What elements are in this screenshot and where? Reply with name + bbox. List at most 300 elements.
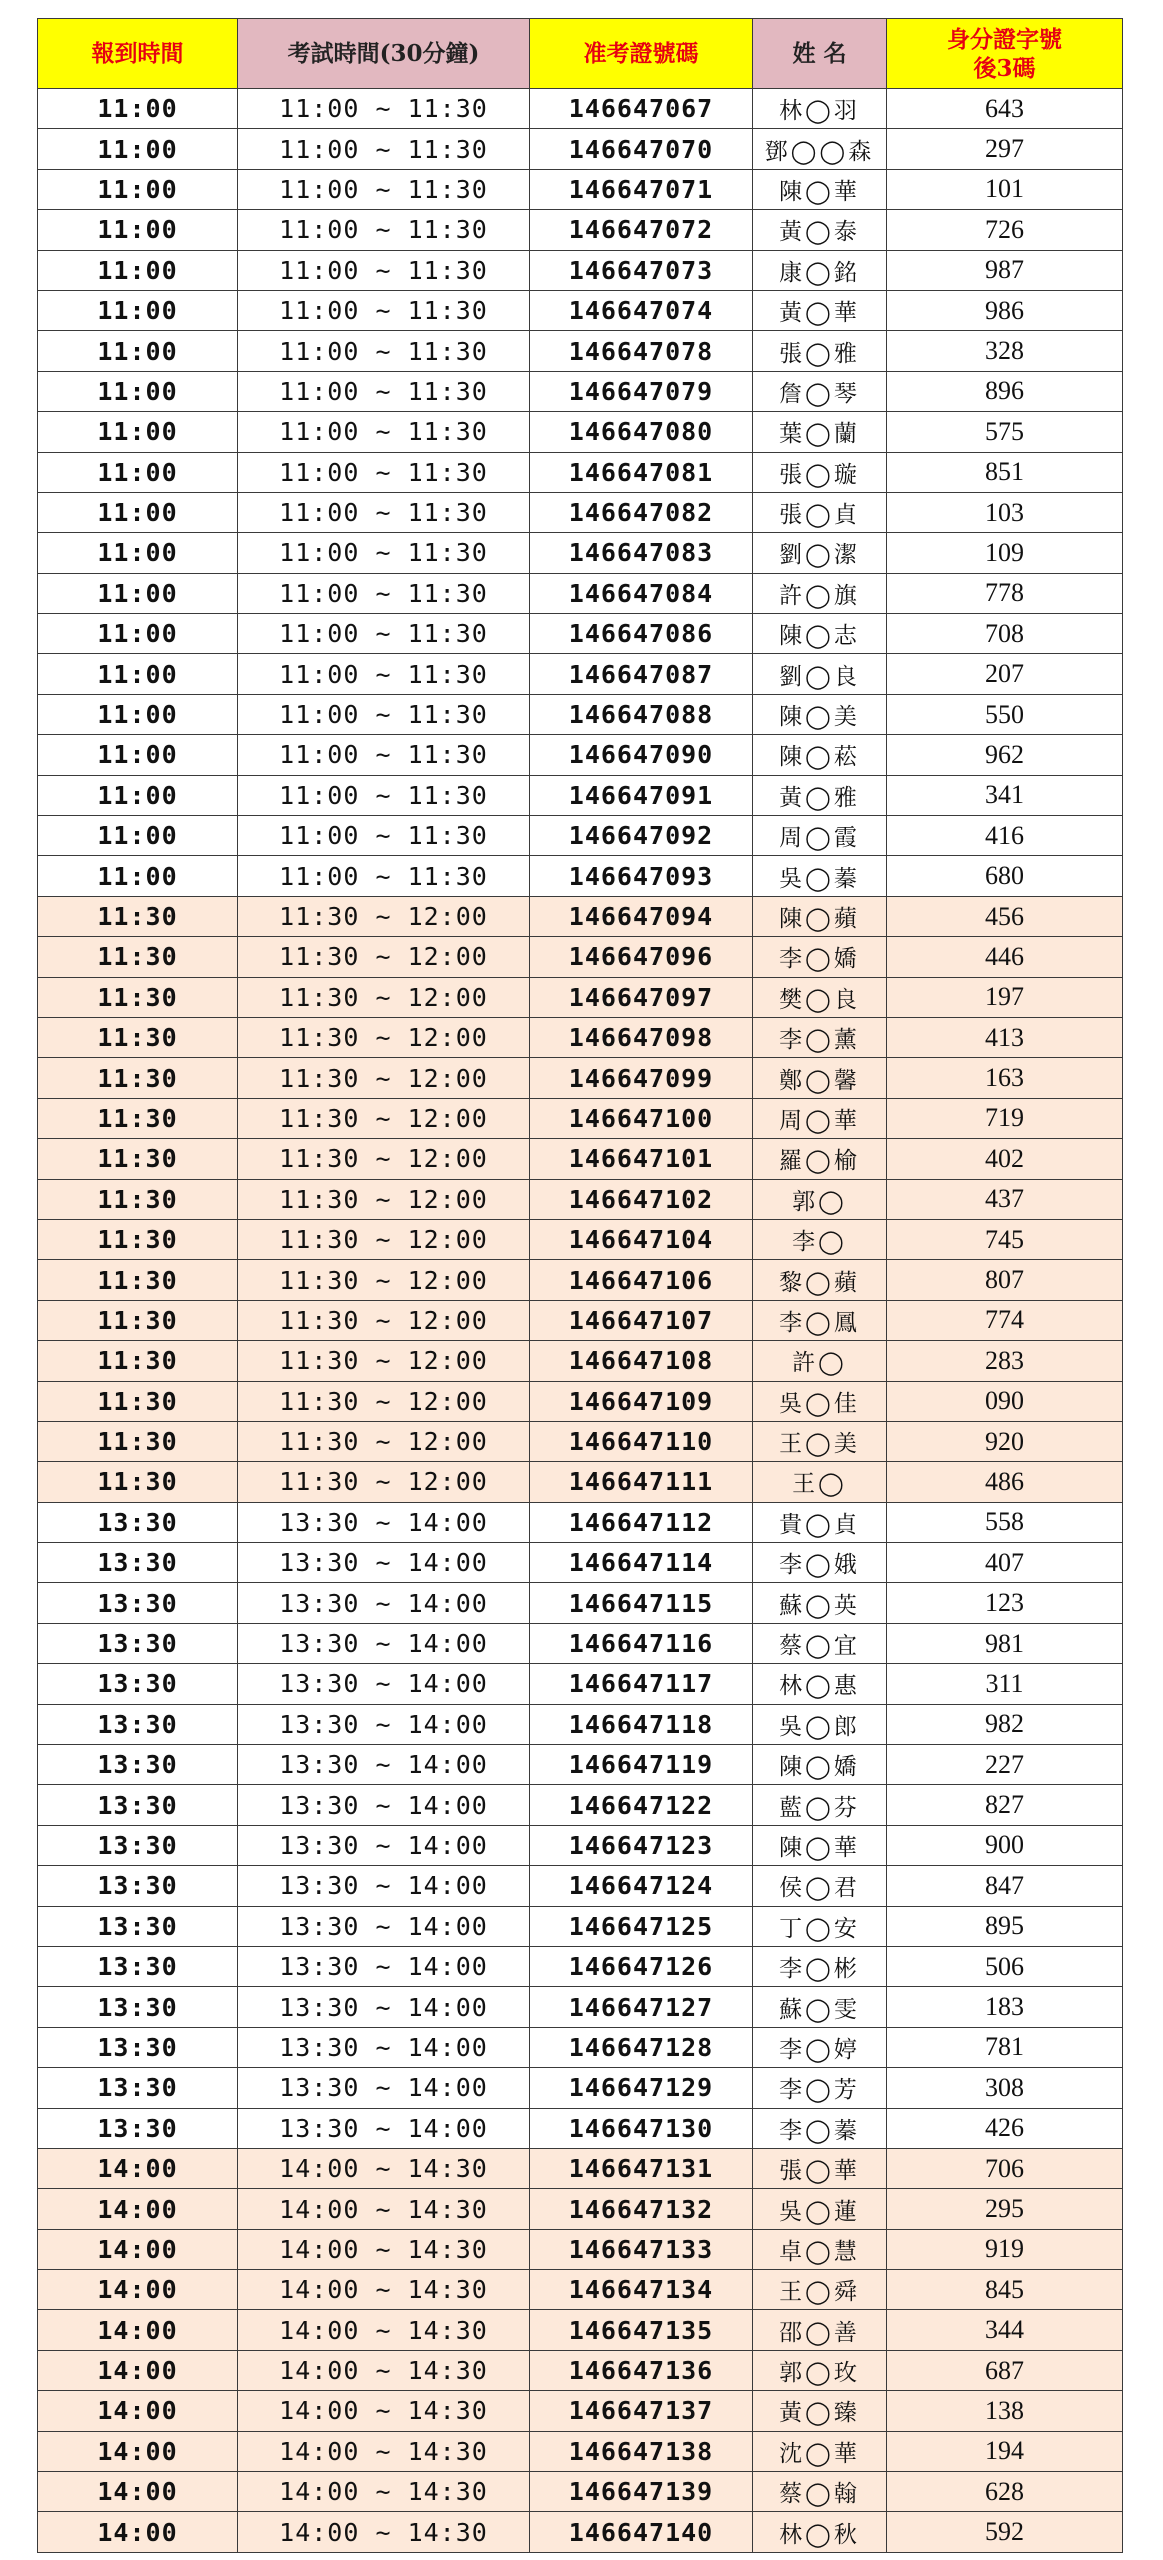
- cell-name: 黃◯臻: [753, 2391, 887, 2431]
- cell-ticket-no: 146647135: [530, 2310, 753, 2350]
- cell-ticket-no: 146647107: [530, 1300, 753, 1340]
- table-row: [38, 412, 1123, 452]
- cell-name: 周◯霞: [753, 816, 887, 856]
- table-row: [38, 614, 1123, 654]
- cell-report-time: 11:00: [38, 492, 238, 532]
- cell-report-time: 11:00: [38, 775, 238, 815]
- cell-report-time: 11:00: [38, 290, 238, 330]
- cell-name: 吳◯蓮: [753, 2189, 887, 2229]
- cell-name: 羅◯榆: [753, 1139, 887, 1179]
- cell-report-time: 11:30: [38, 1139, 238, 1179]
- table-row: [38, 2391, 1123, 2431]
- table-row: [38, 1987, 1123, 2027]
- cell-id-last3: 706: [887, 2148, 1123, 2188]
- table-row: [38, 331, 1123, 371]
- cell-exam-time: 13:30 ~ 14:00: [238, 1664, 530, 1704]
- table-row: [38, 1462, 1123, 1502]
- cell-id-last3: 558: [887, 1502, 1123, 1542]
- table-row: [38, 654, 1123, 694]
- cell-id-last3: 413: [887, 1017, 1123, 1057]
- table-row: [38, 1058, 1123, 1098]
- cell-ticket-no: 146647140: [530, 2512, 753, 2552]
- cell-name: 詹◯琴: [753, 371, 887, 411]
- cell-report-time: 11:30: [38, 1381, 238, 1421]
- table-row: [38, 1906, 1123, 1946]
- table-row: [38, 1341, 1123, 1381]
- cell-name: 鄭◯馨: [753, 1058, 887, 1098]
- cell-name: 吳◯郎: [753, 1704, 887, 1744]
- cell-ticket-no: 146647112: [530, 1502, 753, 1542]
- cell-ticket-no: 146647128: [530, 2027, 753, 2067]
- cell-exam-time: 11:00 ~ 11:30: [238, 573, 530, 613]
- cell-report-time: 11:30: [38, 1462, 238, 1502]
- cell-report-time: 14:00: [38, 2472, 238, 2512]
- cell-report-time: 11:00: [38, 533, 238, 573]
- cell-exam-time: 13:30 ~ 14:00: [238, 2068, 530, 2108]
- cell-exam-time: 13:30 ~ 14:00: [238, 1825, 530, 1865]
- cell-ticket-no: 146647124: [530, 1866, 753, 1906]
- cell-id-last3: 283: [887, 1341, 1123, 1381]
- table-row: [38, 1785, 1123, 1825]
- cell-ticket-no: 146647122: [530, 1785, 753, 1825]
- cell-id-last3: 297: [887, 129, 1123, 169]
- cell-exam-time: 13:30 ~ 14:00: [238, 1543, 530, 1583]
- cell-exam-time: 11:00 ~ 11:30: [238, 412, 530, 452]
- cell-report-time: 13:30: [38, 2027, 238, 2067]
- cell-exam-time: 11:30 ~ 12:00: [238, 1179, 530, 1219]
- cell-report-time: 11:00: [38, 210, 238, 250]
- cell-report-time: 14:00: [38, 2512, 238, 2552]
- cell-id-last3: 402: [887, 1139, 1123, 1179]
- cell-exam-time: 13:30 ~ 14:00: [238, 1906, 530, 1946]
- cell-name: 王◯舜: [753, 2270, 887, 2310]
- table-row: [38, 1704, 1123, 1744]
- cell-exam-time: 11:30 ~ 12:00: [238, 1260, 530, 1300]
- cell-name: 黃◯泰: [753, 210, 887, 250]
- cell-ticket-no: 146647116: [530, 1623, 753, 1663]
- cell-id-last3: 426: [887, 2108, 1123, 2148]
- cell-name: 李◯婷: [753, 2027, 887, 2067]
- cell-id-last3: 506: [887, 1946, 1123, 1986]
- cell-exam-time: 11:00 ~ 11:30: [238, 654, 530, 694]
- cell-exam-time: 14:00 ~ 14:30: [238, 2270, 530, 2310]
- table-row: [38, 1502, 1123, 1542]
- cell-id-last3: 680: [887, 856, 1123, 896]
- cell-name: 陳◯菘: [753, 735, 887, 775]
- cell-exam-time: 11:30 ~ 12:00: [238, 937, 530, 977]
- cell-name: 林◯惠: [753, 1664, 887, 1704]
- cell-name: 劉◯良: [753, 654, 887, 694]
- cell-name: 周◯華: [753, 1098, 887, 1138]
- table-row: [38, 1866, 1123, 1906]
- cell-report-time: 13:30: [38, 1543, 238, 1583]
- cell-ticket-no: 146647115: [530, 1583, 753, 1623]
- cell-exam-time: 13:30 ~ 14:00: [238, 1745, 530, 1785]
- cell-exam-time: 11:30 ~ 12:00: [238, 1219, 530, 1259]
- cell-exam-time: 11:00 ~ 11:30: [238, 816, 530, 856]
- cell-exam-time: 11:00 ~ 11:30: [238, 169, 530, 209]
- cell-name: 李◯彬: [753, 1946, 887, 1986]
- cell-ticket-no: 146647067: [530, 89, 753, 129]
- header-id-last3-line1: 身分證字號: [947, 25, 1062, 53]
- cell-id-last3: 962: [887, 735, 1123, 775]
- table-row: [38, 2270, 1123, 2310]
- cell-report-time: 11:00: [38, 169, 238, 209]
- cell-id-last3: 344: [887, 2310, 1123, 2350]
- header-id-last3-line2: 後3碼: [973, 54, 1036, 82]
- cell-exam-time: 11:30 ~ 12:00: [238, 896, 530, 936]
- cell-exam-time: 11:00 ~ 11:30: [238, 533, 530, 573]
- cell-report-time: 11:30: [38, 937, 238, 977]
- cell-name: 黃◯華: [753, 290, 887, 330]
- cell-exam-time: 14:00 ~ 14:30: [238, 2148, 530, 2188]
- cell-name: 李◯: [753, 1219, 887, 1259]
- cell-name: 陳◯蘋: [753, 896, 887, 936]
- cell-ticket-no: 146647093: [530, 856, 753, 896]
- cell-exam-time: 11:00 ~ 11:30: [238, 694, 530, 734]
- cell-exam-time: 13:30 ~ 14:00: [238, 1704, 530, 1744]
- cell-ticket-no: 146647070: [530, 129, 753, 169]
- cell-id-last3: 103: [887, 492, 1123, 532]
- table-row: [38, 1421, 1123, 1461]
- exam-schedule-table: [37, 18, 1123, 2553]
- table-row: [38, 2310, 1123, 2350]
- table-row: [38, 1219, 1123, 1259]
- cell-id-last3: 643: [887, 89, 1123, 129]
- cell-report-time: 11:30: [38, 1017, 238, 1057]
- cell-name: 張◯貞: [753, 492, 887, 532]
- cell-name: 張◯璇: [753, 452, 887, 492]
- table-row: [38, 896, 1123, 936]
- cell-id-last3: 986: [887, 290, 1123, 330]
- table-row: [38, 452, 1123, 492]
- table-row: [38, 290, 1123, 330]
- cell-name: 郭◯玫: [753, 2350, 887, 2390]
- cell-report-time: 13:30: [38, 1785, 238, 1825]
- cell-name: 林◯羽: [753, 89, 887, 129]
- cell-exam-time: 11:00 ~ 11:30: [238, 775, 530, 815]
- cell-report-time: 13:30: [38, 1825, 238, 1865]
- cell-ticket-no: 146647125: [530, 1906, 753, 1946]
- cell-name: 郭◯: [753, 1179, 887, 1219]
- cell-name: 黃◯雅: [753, 775, 887, 815]
- cell-name: 卓◯慧: [753, 2229, 887, 2269]
- table-row: [38, 1664, 1123, 1704]
- table-row: [38, 1260, 1123, 1300]
- cell-name: 黎◯蘋: [753, 1260, 887, 1300]
- cell-exam-time: 11:30 ~ 12:00: [238, 1341, 530, 1381]
- cell-name: 蘇◯英: [753, 1583, 887, 1623]
- cell-id-last3: 163: [887, 1058, 1123, 1098]
- cell-report-time: 14:00: [38, 2189, 238, 2229]
- cell-name: 吳◯佳: [753, 1381, 887, 1421]
- cell-name: 許◯旗: [753, 573, 887, 613]
- cell-report-time: 11:30: [38, 1179, 238, 1219]
- cell-report-time: 13:30: [38, 2108, 238, 2148]
- cell-id-last3: 407: [887, 1543, 1123, 1583]
- table-row: [38, 2027, 1123, 2067]
- cell-id-last3: 726: [887, 210, 1123, 250]
- cell-name: 鄧◯◯森: [753, 129, 887, 169]
- cell-exam-time: 11:00 ~ 11:30: [238, 856, 530, 896]
- table-row: [38, 250, 1123, 290]
- table-row: [38, 129, 1123, 169]
- table-row: [38, 1098, 1123, 1138]
- cell-ticket-no: 146647129: [530, 2068, 753, 2108]
- table-row: [38, 533, 1123, 573]
- cell-exam-time: 13:30 ~ 14:00: [238, 1987, 530, 2027]
- cell-ticket-no: 146647071: [530, 169, 753, 209]
- cell-ticket-no: 146647079: [530, 371, 753, 411]
- cell-name: 李◯娥: [753, 1543, 887, 1583]
- cell-id-last3: 456: [887, 896, 1123, 936]
- cell-name: 康◯銘: [753, 250, 887, 290]
- cell-exam-time: 13:30 ~ 14:00: [238, 2027, 530, 2067]
- cell-id-last3: 778: [887, 573, 1123, 613]
- table-row: [38, 816, 1123, 856]
- cell-ticket-no: 146647081: [530, 452, 753, 492]
- cell-exam-time: 14:00 ~ 14:30: [238, 2350, 530, 2390]
- table-row: [38, 573, 1123, 613]
- cell-ticket-no: 146647117: [530, 1664, 753, 1704]
- header-row: [38, 19, 1123, 89]
- cell-ticket-no: 146647101: [530, 1139, 753, 1179]
- cell-id-last3: 311: [887, 1664, 1123, 1704]
- cell-id-last3: 687: [887, 2350, 1123, 2390]
- cell-report-time: 11:00: [38, 452, 238, 492]
- cell-name: 李◯嬌: [753, 937, 887, 977]
- cell-exam-time: 11:30 ~ 12:00: [238, 1462, 530, 1502]
- cell-name: 王◯美: [753, 1421, 887, 1461]
- cell-ticket-no: 146647096: [530, 937, 753, 977]
- cell-report-time: 13:30: [38, 1745, 238, 1785]
- cell-name: 葉◯蘭: [753, 412, 887, 452]
- cell-id-last3: 981: [887, 1623, 1123, 1663]
- cell-exam-time: 11:00 ~ 11:30: [238, 492, 530, 532]
- cell-ticket-no: 146647104: [530, 1219, 753, 1259]
- cell-ticket-no: 146647080: [530, 412, 753, 452]
- cell-id-last3: 807: [887, 1260, 1123, 1300]
- cell-report-time: 14:00: [38, 2431, 238, 2471]
- cell-id-last3: 851: [887, 452, 1123, 492]
- cell-ticket-no: 146647094: [530, 896, 753, 936]
- cell-report-time: 11:30: [38, 1300, 238, 1340]
- cell-exam-time: 11:00 ~ 11:30: [238, 735, 530, 775]
- cell-id-last3: 987: [887, 250, 1123, 290]
- cell-exam-time: 14:00 ~ 14:30: [238, 2512, 530, 2552]
- cell-report-time: 11:30: [38, 1421, 238, 1461]
- cell-id-last3: 719: [887, 1098, 1123, 1138]
- cell-ticket-no: 146647082: [530, 492, 753, 532]
- cell-ticket-no: 146647092: [530, 816, 753, 856]
- cell-ticket-no: 146647084: [530, 573, 753, 613]
- table-row: [38, 1623, 1123, 1663]
- cell-report-time: 11:00: [38, 614, 238, 654]
- cell-ticket-no: 146647090: [530, 735, 753, 775]
- cell-ticket-no: 146647097: [530, 977, 753, 1017]
- cell-id-last3: 341: [887, 775, 1123, 815]
- cell-name: 李◯薰: [753, 1017, 887, 1057]
- table-row: [38, 2148, 1123, 2188]
- cell-ticket-no: 146647134: [530, 2270, 753, 2310]
- cell-ticket-no: 146647123: [530, 1825, 753, 1865]
- table-row: [38, 210, 1123, 250]
- table-row: [38, 2512, 1123, 2552]
- cell-exam-time: 13:30 ~ 14:00: [238, 1946, 530, 1986]
- table-row: [38, 169, 1123, 209]
- cell-name: 邵◯善: [753, 2310, 887, 2350]
- cell-exam-time: 11:30 ~ 12:00: [238, 1139, 530, 1179]
- cell-ticket-no: 146647088: [530, 694, 753, 734]
- cell-report-time: 14:00: [38, 2350, 238, 2390]
- table-row: [38, 371, 1123, 411]
- cell-ticket-no: 146647108: [530, 1341, 753, 1381]
- cell-id-last3: 109: [887, 533, 1123, 573]
- table-row: [38, 937, 1123, 977]
- cell-ticket-no: 146647131: [530, 2148, 753, 2188]
- cell-id-last3: 708: [887, 614, 1123, 654]
- cell-id-last3: 197: [887, 977, 1123, 1017]
- table-row: [38, 2229, 1123, 2269]
- cell-id-last3: 090: [887, 1381, 1123, 1421]
- cell-exam-time: 11:00 ~ 11:30: [238, 89, 530, 129]
- cell-exam-time: 11:30 ~ 12:00: [238, 1058, 530, 1098]
- cell-id-last3: 194: [887, 2431, 1123, 2471]
- cell-name: 蘇◯雯: [753, 1987, 887, 2027]
- cell-id-last3: 295: [887, 2189, 1123, 2229]
- cell-id-last3: 328: [887, 331, 1123, 371]
- cell-name: 蔡◯宜: [753, 1623, 887, 1663]
- table-row: [38, 1381, 1123, 1421]
- cell-id-last3: 982: [887, 1704, 1123, 1744]
- cell-exam-time: 13:30 ~ 14:00: [238, 1502, 530, 1542]
- cell-id-last3: 446: [887, 937, 1123, 977]
- cell-id-last3: 628: [887, 2472, 1123, 2512]
- cell-ticket-no: 146647139: [530, 2472, 753, 2512]
- cell-name: 藍◯芬: [753, 1785, 887, 1825]
- cell-ticket-no: 146647098: [530, 1017, 753, 1057]
- cell-report-time: 13:30: [38, 1946, 238, 1986]
- header-exam-time: 考試時間(30分鐘): [238, 19, 530, 89]
- table-row: [38, 2189, 1123, 2229]
- cell-exam-time: 14:00 ~ 14:30: [238, 2391, 530, 2431]
- table-row: [38, 89, 1123, 129]
- cell-exam-time: 11:30 ~ 12:00: [238, 1381, 530, 1421]
- cell-id-last3: 827: [887, 1785, 1123, 1825]
- cell-name: 陳◯美: [753, 694, 887, 734]
- cell-id-last3: 896: [887, 371, 1123, 411]
- cell-id-last3: 550: [887, 694, 1123, 734]
- cell-exam-time: 14:00 ~ 14:30: [238, 2229, 530, 2269]
- cell-report-time: 11:00: [38, 412, 238, 452]
- table-row: [38, 1825, 1123, 1865]
- cell-id-last3: 919: [887, 2229, 1123, 2269]
- cell-name: 陳◯華: [753, 1825, 887, 1865]
- cell-id-last3: 781: [887, 2027, 1123, 2067]
- cell-ticket-no: 146647133: [530, 2229, 753, 2269]
- table-row: [38, 2350, 1123, 2390]
- cell-exam-time: 11:00 ~ 11:30: [238, 331, 530, 371]
- cell-ticket-no: 146647130: [530, 2108, 753, 2148]
- header-id-last3: [887, 19, 1123, 89]
- table-row: [38, 1946, 1123, 1986]
- cell-name: 陳◯嬌: [753, 1745, 887, 1785]
- cell-ticket-no: 146647119: [530, 1745, 753, 1785]
- cell-ticket-no: 146647086: [530, 614, 753, 654]
- cell-report-time: 11:30: [38, 1219, 238, 1259]
- cell-ticket-no: 146647106: [530, 1260, 753, 1300]
- cell-ticket-no: 146647126: [530, 1946, 753, 1986]
- cell-exam-time: 11:00 ~ 11:30: [238, 614, 530, 654]
- cell-ticket-no: 146647136: [530, 2350, 753, 2390]
- cell-report-time: 13:30: [38, 1623, 238, 1663]
- cell-name: 丁◯安: [753, 1906, 887, 1946]
- cell-exam-time: 11:30 ~ 12:00: [238, 1421, 530, 1461]
- cell-exam-time: 14:00 ~ 14:30: [238, 2431, 530, 2471]
- cell-ticket-no: 146647091: [530, 775, 753, 815]
- cell-exam-time: 11:30 ~ 12:00: [238, 977, 530, 1017]
- cell-report-time: 11:00: [38, 371, 238, 411]
- cell-id-last3: 895: [887, 1906, 1123, 1946]
- table-row: [38, 2431, 1123, 2471]
- cell-report-time: 14:00: [38, 2391, 238, 2431]
- cell-report-time: 14:00: [38, 2229, 238, 2269]
- cell-report-time: 11:00: [38, 816, 238, 856]
- cell-ticket-no: 146647072: [530, 210, 753, 250]
- cell-name: 李◯鳳: [753, 1300, 887, 1340]
- cell-name: 林◯秋: [753, 2512, 887, 2552]
- cell-ticket-no: 146647102: [530, 1179, 753, 1219]
- cell-report-time: 13:30: [38, 1866, 238, 1906]
- cell-name: 沈◯華: [753, 2431, 887, 2471]
- cell-exam-time: 11:00 ~ 11:30: [238, 129, 530, 169]
- cell-id-last3: 900: [887, 1825, 1123, 1865]
- table-row: [38, 775, 1123, 815]
- cell-id-last3: 101: [887, 169, 1123, 209]
- cell-ticket-no: 146647137: [530, 2391, 753, 2431]
- cell-id-last3: 745: [887, 1219, 1123, 1259]
- cell-id-last3: 592: [887, 2512, 1123, 2552]
- cell-ticket-no: 146647087: [530, 654, 753, 694]
- table-row: [38, 735, 1123, 775]
- cell-report-time: 14:00: [38, 2310, 238, 2350]
- cell-ticket-no: 146647073: [530, 250, 753, 290]
- cell-ticket-no: 146647078: [530, 331, 753, 371]
- table-row: [38, 694, 1123, 734]
- cell-ticket-no: 146647083: [530, 533, 753, 573]
- cell-name: 張◯雅: [753, 331, 887, 371]
- cell-report-time: 11:00: [38, 250, 238, 290]
- cell-ticket-no: 146647132: [530, 2189, 753, 2229]
- cell-name: 張◯華: [753, 2148, 887, 2188]
- cell-report-time: 11:00: [38, 694, 238, 734]
- table-header: [38, 19, 1123, 89]
- cell-exam-time: 11:00 ~ 11:30: [238, 210, 530, 250]
- cell-ticket-no: 146647074: [530, 290, 753, 330]
- cell-ticket-no: 146647100: [530, 1098, 753, 1138]
- cell-exam-time: 13:30 ~ 14:00: [238, 1623, 530, 1663]
- cell-report-time: 11:30: [38, 896, 238, 936]
- cell-name: 陳◯華: [753, 169, 887, 209]
- cell-id-last3: 207: [887, 654, 1123, 694]
- cell-name: 劉◯潔: [753, 533, 887, 573]
- cell-id-last3: 847: [887, 1866, 1123, 1906]
- cell-exam-time: 14:00 ~ 14:30: [238, 2189, 530, 2229]
- table-row: [38, 1745, 1123, 1785]
- cell-name: 陳◯志: [753, 614, 887, 654]
- cell-id-last3: 486: [887, 1462, 1123, 1502]
- cell-exam-time: 13:30 ~ 14:00: [238, 1785, 530, 1825]
